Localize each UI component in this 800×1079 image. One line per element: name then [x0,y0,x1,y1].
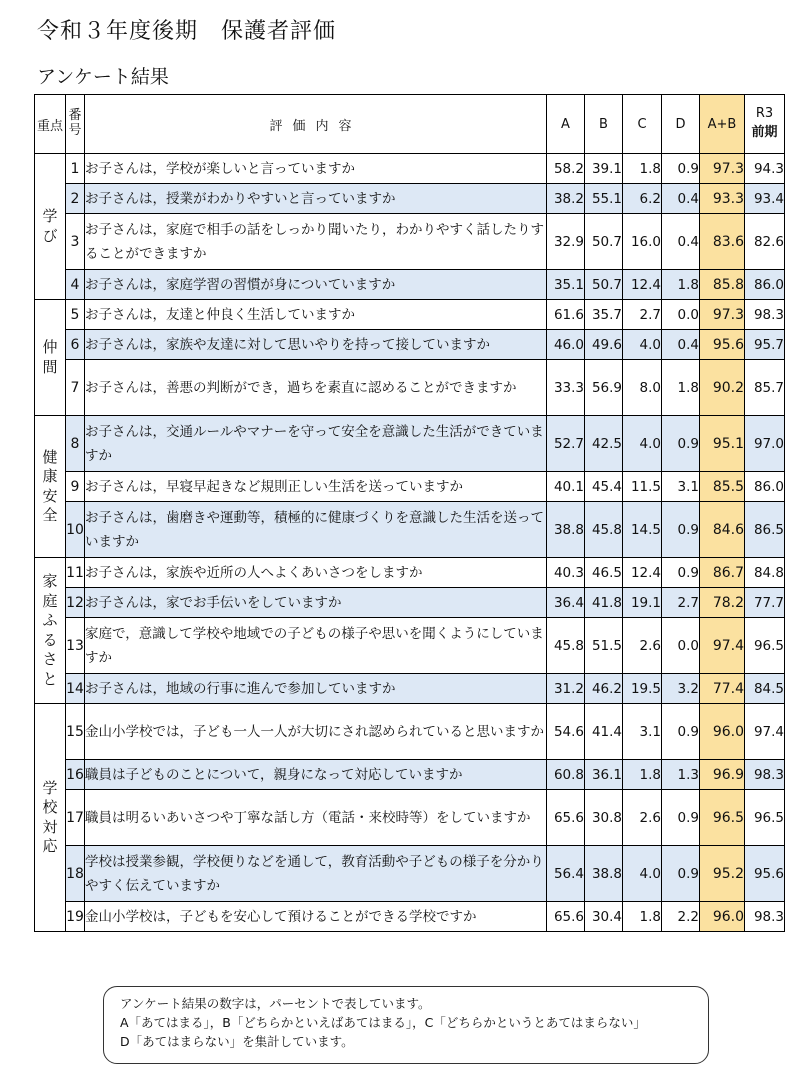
question-text: 学校は授業参観，学校便りなどを通して，教育活動や子どもの様子を分かりやすく伝えていますか [85,846,547,902]
value-r3-zenki: 95.7 [745,330,785,360]
value-a-plus-b: 96.0 [700,902,745,932]
value-c: 4.0 [623,846,662,902]
value-d: 1.8 [662,270,700,300]
question-text: 家庭で，意識して学校や地域での子どもの様子や思いを聞くようにしていますか [85,618,547,674]
question-text: 金山小学校では，子ども一人一人が大切にされ認められていると思いますか [85,704,547,760]
question-text: お子さんは，善悪の判断ができ，過ちを素直に認めることができますか [85,360,547,416]
value-c: 11.5 [623,472,662,502]
group-label: 仲間 [35,300,66,416]
value-d: 0.9 [662,846,700,902]
table-row [35,790,785,846]
value-a-plus-b: 86.7 [700,558,745,588]
value-a: 46.0 [547,330,585,360]
value-a-plus-b: 95.1 [700,416,745,472]
value-a: 52.7 [547,416,585,472]
value-a-plus-b: 85.5 [700,472,745,502]
value-a: 56.4 [547,846,585,902]
value-c: 2.6 [623,618,662,674]
value-r3-zenki: 95.6 [745,846,785,902]
value-a-plus-b: 85.8 [700,270,745,300]
table-row [35,416,785,472]
value-a: 36.4 [547,588,585,618]
value-b: 41.8 [585,588,623,618]
value-c: 4.0 [623,416,662,472]
table-row [35,300,785,330]
row-number: 6 [66,330,85,360]
row-number: 12 [66,588,85,618]
value-c: 2.7 [623,300,662,330]
row-number: 10 [66,502,85,558]
value-d: 3.1 [662,472,700,502]
note-line: A「あてはまる」，B「どちらかといえばあてはまる」，C「どちらかというとあてはまらない」 [120,1015,646,1030]
value-b: 46.5 [585,558,623,588]
value-r3-zenki: 98.3 [745,902,785,932]
value-a-plus-b: 97.3 [700,300,745,330]
value-b: 30.8 [585,790,623,846]
question-text: お子さんは，授業がわかりやすいと言っていますか [85,184,547,214]
value-a: 61.6 [547,300,585,330]
question-text: お子さんは，学校が楽しいと言っていますか [85,154,547,184]
value-d: 0.9 [662,558,700,588]
table-row [35,558,785,588]
value-a: 60.8 [547,760,585,790]
value-r3-zenki: 86.0 [745,472,785,502]
value-a: 40.3 [547,558,585,588]
value-d: 2.7 [662,588,700,618]
value-c: 12.4 [623,558,662,588]
value-b: 36.1 [585,760,623,790]
value-b: 39.1 [585,154,623,184]
value-c: 12.4 [623,270,662,300]
survey-results-table [34,94,785,932]
value-a-plus-b: 96.9 [700,760,745,790]
value-a: 58.2 [547,154,585,184]
value-d: 1.8 [662,360,700,416]
row-number: 17 [66,790,85,846]
value-c: 3.1 [623,704,662,760]
question-text: お子さんは，家でお手伝いをしていますか [85,588,547,618]
table-row [35,502,785,558]
value-r3-zenki: 86.0 [745,270,785,300]
question-text: お子さんは，家族や近所の人へよくあいさつをしますか [85,558,547,588]
legend-note [103,986,709,1064]
row-number: 11 [66,558,85,588]
row-number: 13 [66,618,85,674]
value-b: 45.8 [585,502,623,558]
value-a-plus-b: 97.4 [700,618,745,674]
value-a-plus-b: 83.6 [700,214,745,270]
value-c: 4.0 [623,330,662,360]
table-row [35,618,785,674]
header-content: 評価内容 [85,95,547,154]
header-c: C [623,95,662,154]
value-b: 55.1 [585,184,623,214]
value-a-plus-b: 96.0 [700,704,745,760]
row-number: 9 [66,472,85,502]
value-a-plus-b: 95.6 [700,330,745,360]
row-number: 5 [66,300,85,330]
value-c: 19.1 [623,588,662,618]
value-a: 54.6 [547,704,585,760]
value-b: 42.5 [585,416,623,472]
row-number: 4 [66,270,85,300]
value-a: 65.6 [547,790,585,846]
question-text: お子さんは，地域の行事に進んで参加していますか [85,674,547,704]
group-label: 学校対応 [35,704,66,932]
value-d: 0.4 [662,330,700,360]
value-a: 38.2 [547,184,585,214]
value-d: 2.2 [662,902,700,932]
header-d: D [662,95,700,154]
value-a-plus-b: 95.2 [700,846,745,902]
table-row [35,674,785,704]
value-c: 14.5 [623,502,662,558]
row-number: 8 [66,416,85,472]
value-c: 6.2 [623,184,662,214]
value-c: 2.6 [623,790,662,846]
table-row [35,588,785,618]
table-row [35,704,785,760]
table-row [35,472,785,502]
note-line: アンケート結果の数字は，パーセントで表しています。 [120,996,431,1011]
value-d: 0.4 [662,184,700,214]
row-number: 7 [66,360,85,416]
value-d: 0.9 [662,416,700,472]
value-d: 0.9 [662,790,700,846]
table-header-row [35,95,785,154]
row-number: 18 [66,846,85,902]
value-r3-zenki: 96.5 [745,790,785,846]
value-c: 1.8 [623,760,662,790]
value-d: 0.0 [662,618,700,674]
value-a-plus-b: 97.3 [700,154,745,184]
value-b: 56.9 [585,360,623,416]
value-d: 0.0 [662,300,700,330]
value-b: 45.4 [585,472,623,502]
question-text: お子さんは，家族や友達に対して思いやりを持って接していますか [85,330,547,360]
header-bango: 番号 [66,95,85,154]
row-number: 15 [66,704,85,760]
table-row [35,214,785,270]
value-b: 35.7 [585,300,623,330]
table-row [35,270,785,300]
value-a: 38.8 [547,502,585,558]
question-text: お子さんは，歯磨きや運動等，積極的に健康づくりを意識した生活を送っていますか [85,502,547,558]
table-row [35,154,785,184]
value-a: 40.1 [547,472,585,502]
value-r3-zenki: 82.6 [745,214,785,270]
question-text: お子さんは，家庭学習の習慣が身についていますか [85,270,547,300]
value-a: 33.3 [547,360,585,416]
value-r3-zenki: 94.3 [745,154,785,184]
group-label: 家庭ふるさと [35,558,66,704]
value-a-plus-b: 96.5 [700,790,745,846]
value-a-plus-b: 84.6 [700,502,745,558]
row-number: 19 [66,902,85,932]
value-d: 0.9 [662,502,700,558]
table-row [35,760,785,790]
table-row [35,360,785,416]
value-a: 32.9 [547,214,585,270]
value-b: 50.7 [585,270,623,300]
value-a-plus-b: 90.2 [700,360,745,416]
section-title: アンケート結果 [37,66,169,88]
value-a-plus-b: 77.4 [700,674,745,704]
page-title: 令和３年度後期 保護者評価 [37,19,337,44]
value-r3-zenki: 84.5 [745,674,785,704]
value-a: 65.6 [547,902,585,932]
row-number: 16 [66,760,85,790]
question-text: お子さんは，交通ルールやマナーを守って安全を意識した生活ができていますか [85,416,547,472]
value-r3-zenki: 97.0 [745,416,785,472]
value-b: 41.4 [585,704,623,760]
value-b: 46.2 [585,674,623,704]
value-c: 19.5 [623,674,662,704]
value-r3-zenki: 98.3 [745,760,785,790]
value-r3-zenki: 77.7 [745,588,785,618]
value-d: 1.3 [662,760,700,790]
value-d: 3.2 [662,674,700,704]
question-text: お子さんは，友達と仲良く生活していますか [85,300,547,330]
value-d: 0.4 [662,214,700,270]
value-d: 0.9 [662,704,700,760]
value-b: 38.8 [585,846,623,902]
value-r3-zenki: 84.8 [745,558,785,588]
header-a-plus-b: A+B [700,95,745,154]
value-r3-zenki: 98.3 [745,300,785,330]
question-text: 職員は子どものことについて，親身になって対応していますか [85,760,547,790]
value-a: 35.1 [547,270,585,300]
value-c: 1.8 [623,154,662,184]
value-b: 49.6 [585,330,623,360]
table-row [35,902,785,932]
header-r3-zenki: R3 前期 [745,95,785,154]
header-a: A [547,95,585,154]
table-row [35,846,785,902]
value-a: 45.8 [547,618,585,674]
row-number: 2 [66,184,85,214]
table-row [35,330,785,360]
value-r3-zenki: 97.4 [745,704,785,760]
value-a: 31.2 [547,674,585,704]
value-r3-zenki: 96.5 [745,618,785,674]
note-line: D「あてはまらない」を集計しています。 [120,1034,354,1049]
value-d: 0.9 [662,154,700,184]
row-number: 1 [66,154,85,184]
question-text: 金山小学校は，子どもを安心して預けることができる学校ですか [85,902,547,932]
question-text: 職員は明るいあいさつや丁寧な話し方（電話・来校時等）をしていますか [85,790,547,846]
value-a-plus-b: 93.3 [700,184,745,214]
value-b: 50.7 [585,214,623,270]
value-a-plus-b: 78.2 [700,588,745,618]
group-label: 学び [35,154,66,300]
table-row [35,184,785,214]
value-b: 30.4 [585,902,623,932]
value-b: 51.5 [585,618,623,674]
value-r3-zenki: 86.5 [745,502,785,558]
question-text: お子さんは，早寝早起きなど規則正しい生活を送っていますか [85,472,547,502]
value-c: 1.8 [623,902,662,932]
question-text: お子さんは，家庭で相手の話をしっかり聞いたり，わかりやすく話したりすることができますか [85,214,547,270]
header-juten: 重点 [35,95,66,154]
value-c: 8.0 [623,360,662,416]
value-c: 16.0 [623,214,662,270]
header-b: B [585,95,623,154]
row-number: 3 [66,214,85,270]
value-r3-zenki: 85.7 [745,360,785,416]
value-r3-zenki: 93.4 [745,184,785,214]
group-label: 健康安全 [35,416,66,558]
row-number: 14 [66,674,85,704]
